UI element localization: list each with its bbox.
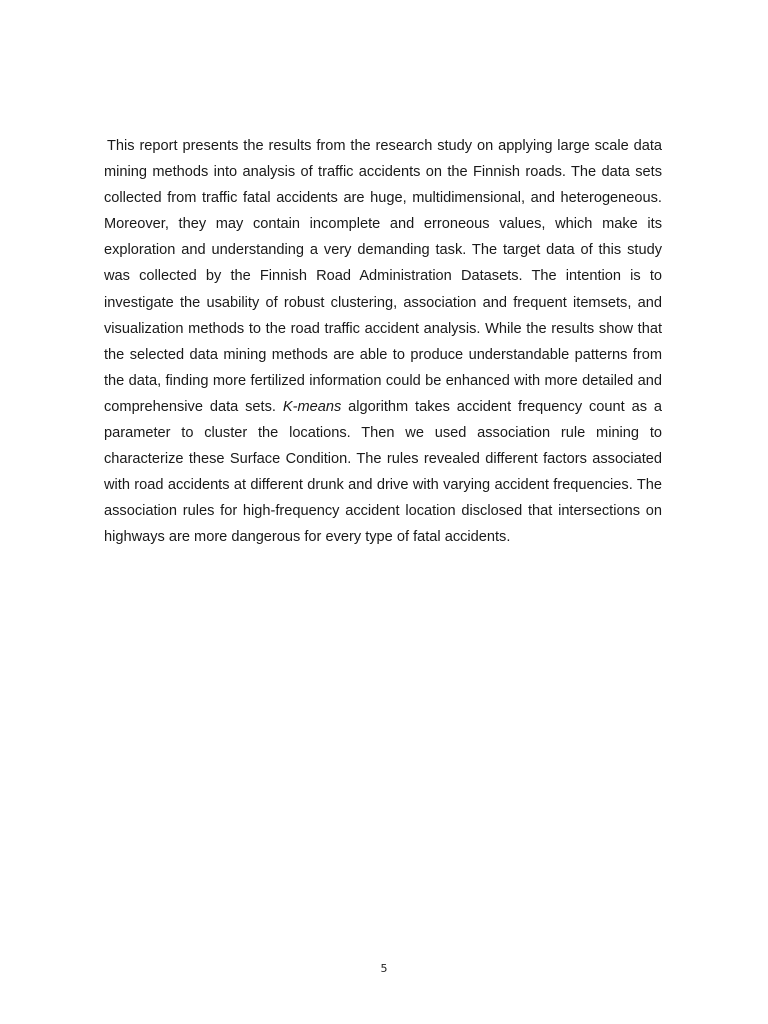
paragraph-text-part1: This report presents the results from the research study on applying large scale data mining methods into analysis of traffic accidents on the Finnish roads. The data sets collected from traffic fatal accidents are huge, multidimensional, and heterogeneous. Moreover, they may contain incomplete and erroneous values, which make its exploration and understanding a very demanding task. The target data of this study was collected by the Finnish Road Administration Datasets. The intention is to investigate the usability of robust clustering, association and frequent itemsets, and visualization methods to the road traffic accident analysis. While the results show that the selected data mining methods are able to produce understandable patterns from the data, finding more fertilized information could be enhanced with more detailed and comprehensive data sets. (104, 138, 662, 415)
abstract-paragraph (104, 133, 662, 551)
paragraph-text-part2: algorithm takes accident frequency count as a parameter to cluster the locations. Then we used association rule mining to characterize these Surface Condition. The rules revealed different factors associated with road accidents at different drunk and drive with varying accident frequencies. The association rules for high-frequency accident location disclosed that intersections on highways are more dangerous for every type of fatal accidents. (104, 398, 662, 546)
page-number: 5 (380, 962, 388, 975)
paragraph-italic-term: K-means (282, 398, 342, 415)
